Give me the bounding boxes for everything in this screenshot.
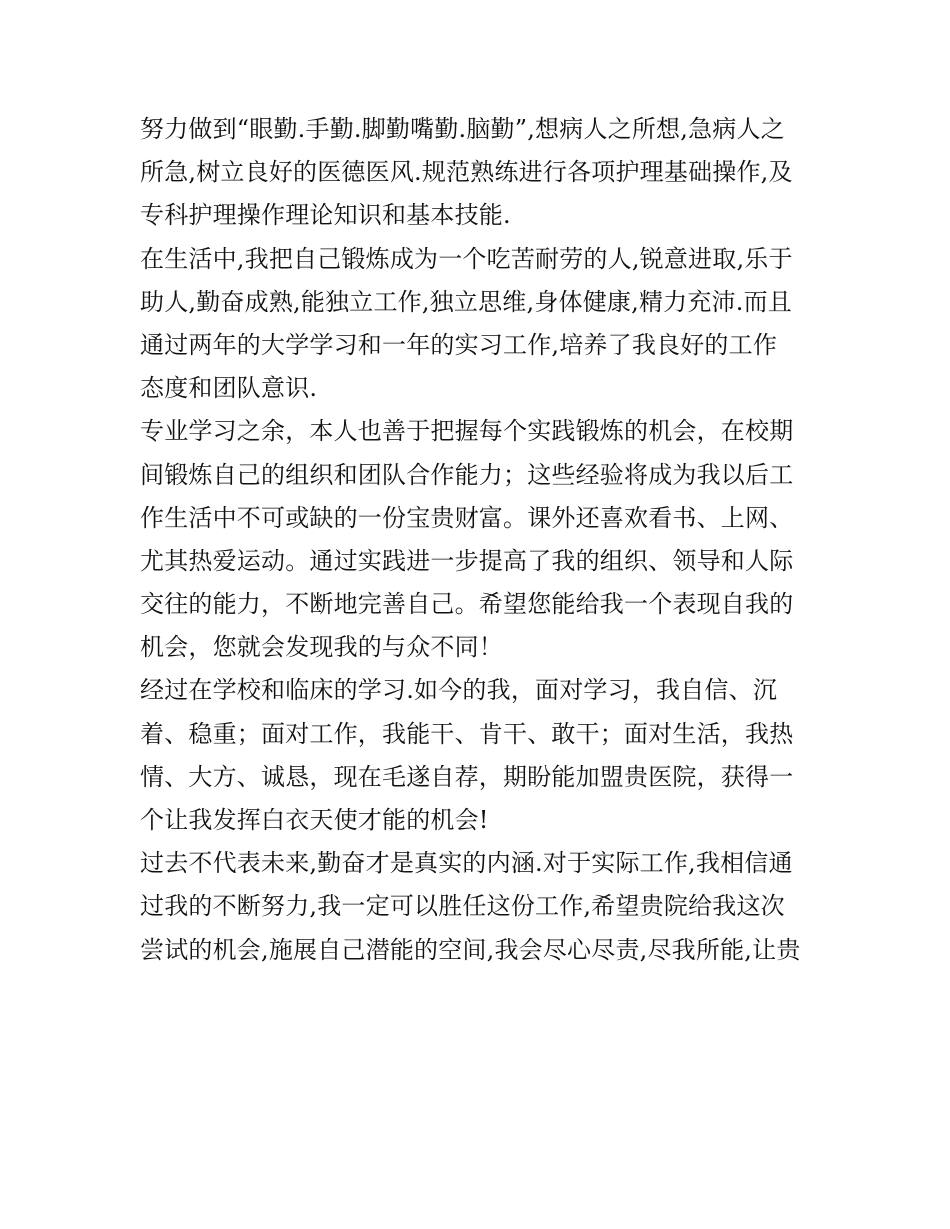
text-line: 通过两年的大学学习和一年的实习工作,培养了我良好的工作 <box>140 330 778 359</box>
text-line: 态度和团队意识. <box>140 374 318 403</box>
text-line: 经过在学校和临床的学习.如今的我，面对学习，我自信、沉 <box>140 676 778 705</box>
text-line: 在生活中,我把自己锻炼成为一个吃苦耐劳的人,锐意进取,乐于 <box>140 244 793 273</box>
text-line: 交往的能力，不断地完善自己。希望您能给我一个表现自我的 <box>140 590 794 619</box>
paragraph-1 <box>140 108 820 238</box>
paragraph-3 <box>140 410 820 669</box>
document-body <box>140 108 820 972</box>
text-line: 助人,勤奋成熟,能独立工作,独立思维,身体健康,精力充沛.而且 <box>140 287 792 316</box>
text-line: 间锻炼自己的组织和团队合作能力；这些经验将成为我以后工 <box>140 460 794 489</box>
text-line: 过我的不断努力,我一定可以胜任这份工作,希望贵院给我这次 <box>140 892 785 921</box>
text-line: 所急,树立良好的医德医风.规范熟练进行各项护理基础操作,及 <box>140 158 793 187</box>
text-line: 情、大方、诚恳，现在毛遂自荐，期盼能加盟贵医院，获得一 <box>140 762 794 791</box>
text-line: 着、稳重；面对工作，我能干、肯干、敢干；面对生活，我热 <box>140 719 794 748</box>
text-line: 作生活中不可或缺的一份宝贵财富。课外还喜欢看书、上网、 <box>140 503 794 532</box>
text-line: 机会，您就会发现我的与众不同！ <box>140 633 503 662</box>
paragraph-4 <box>140 669 820 842</box>
text-line: 个让我发挥白衣天使才能的机会! <box>140 806 489 834</box>
text-line: 专科护理操作理论知识和基本技能. <box>140 201 511 230</box>
paragraph-2 <box>140 238 820 411</box>
text-line: 尝试的机会,施展自己潜能的空间,我会尽心尽责,尽我所能,让贵 <box>140 935 801 964</box>
text-line: 专业学习之余，本人也善于把握每个实践锻炼的机会，在校期 <box>140 417 794 446</box>
text-line: 努力做到“眼勤.手勤.脚勤嘴勤.脑勤”,想病人之所想,急病人之 <box>140 115 785 143</box>
text-line: 尤其热爱运动。通过实践进一步提高了我的组织、领导和人际 <box>140 546 794 575</box>
paragraph-5 <box>140 842 820 972</box>
text-line: 过去不代表未来,勤奋才是真实的内涵.对于实际工作,我相信通 <box>140 849 793 878</box>
